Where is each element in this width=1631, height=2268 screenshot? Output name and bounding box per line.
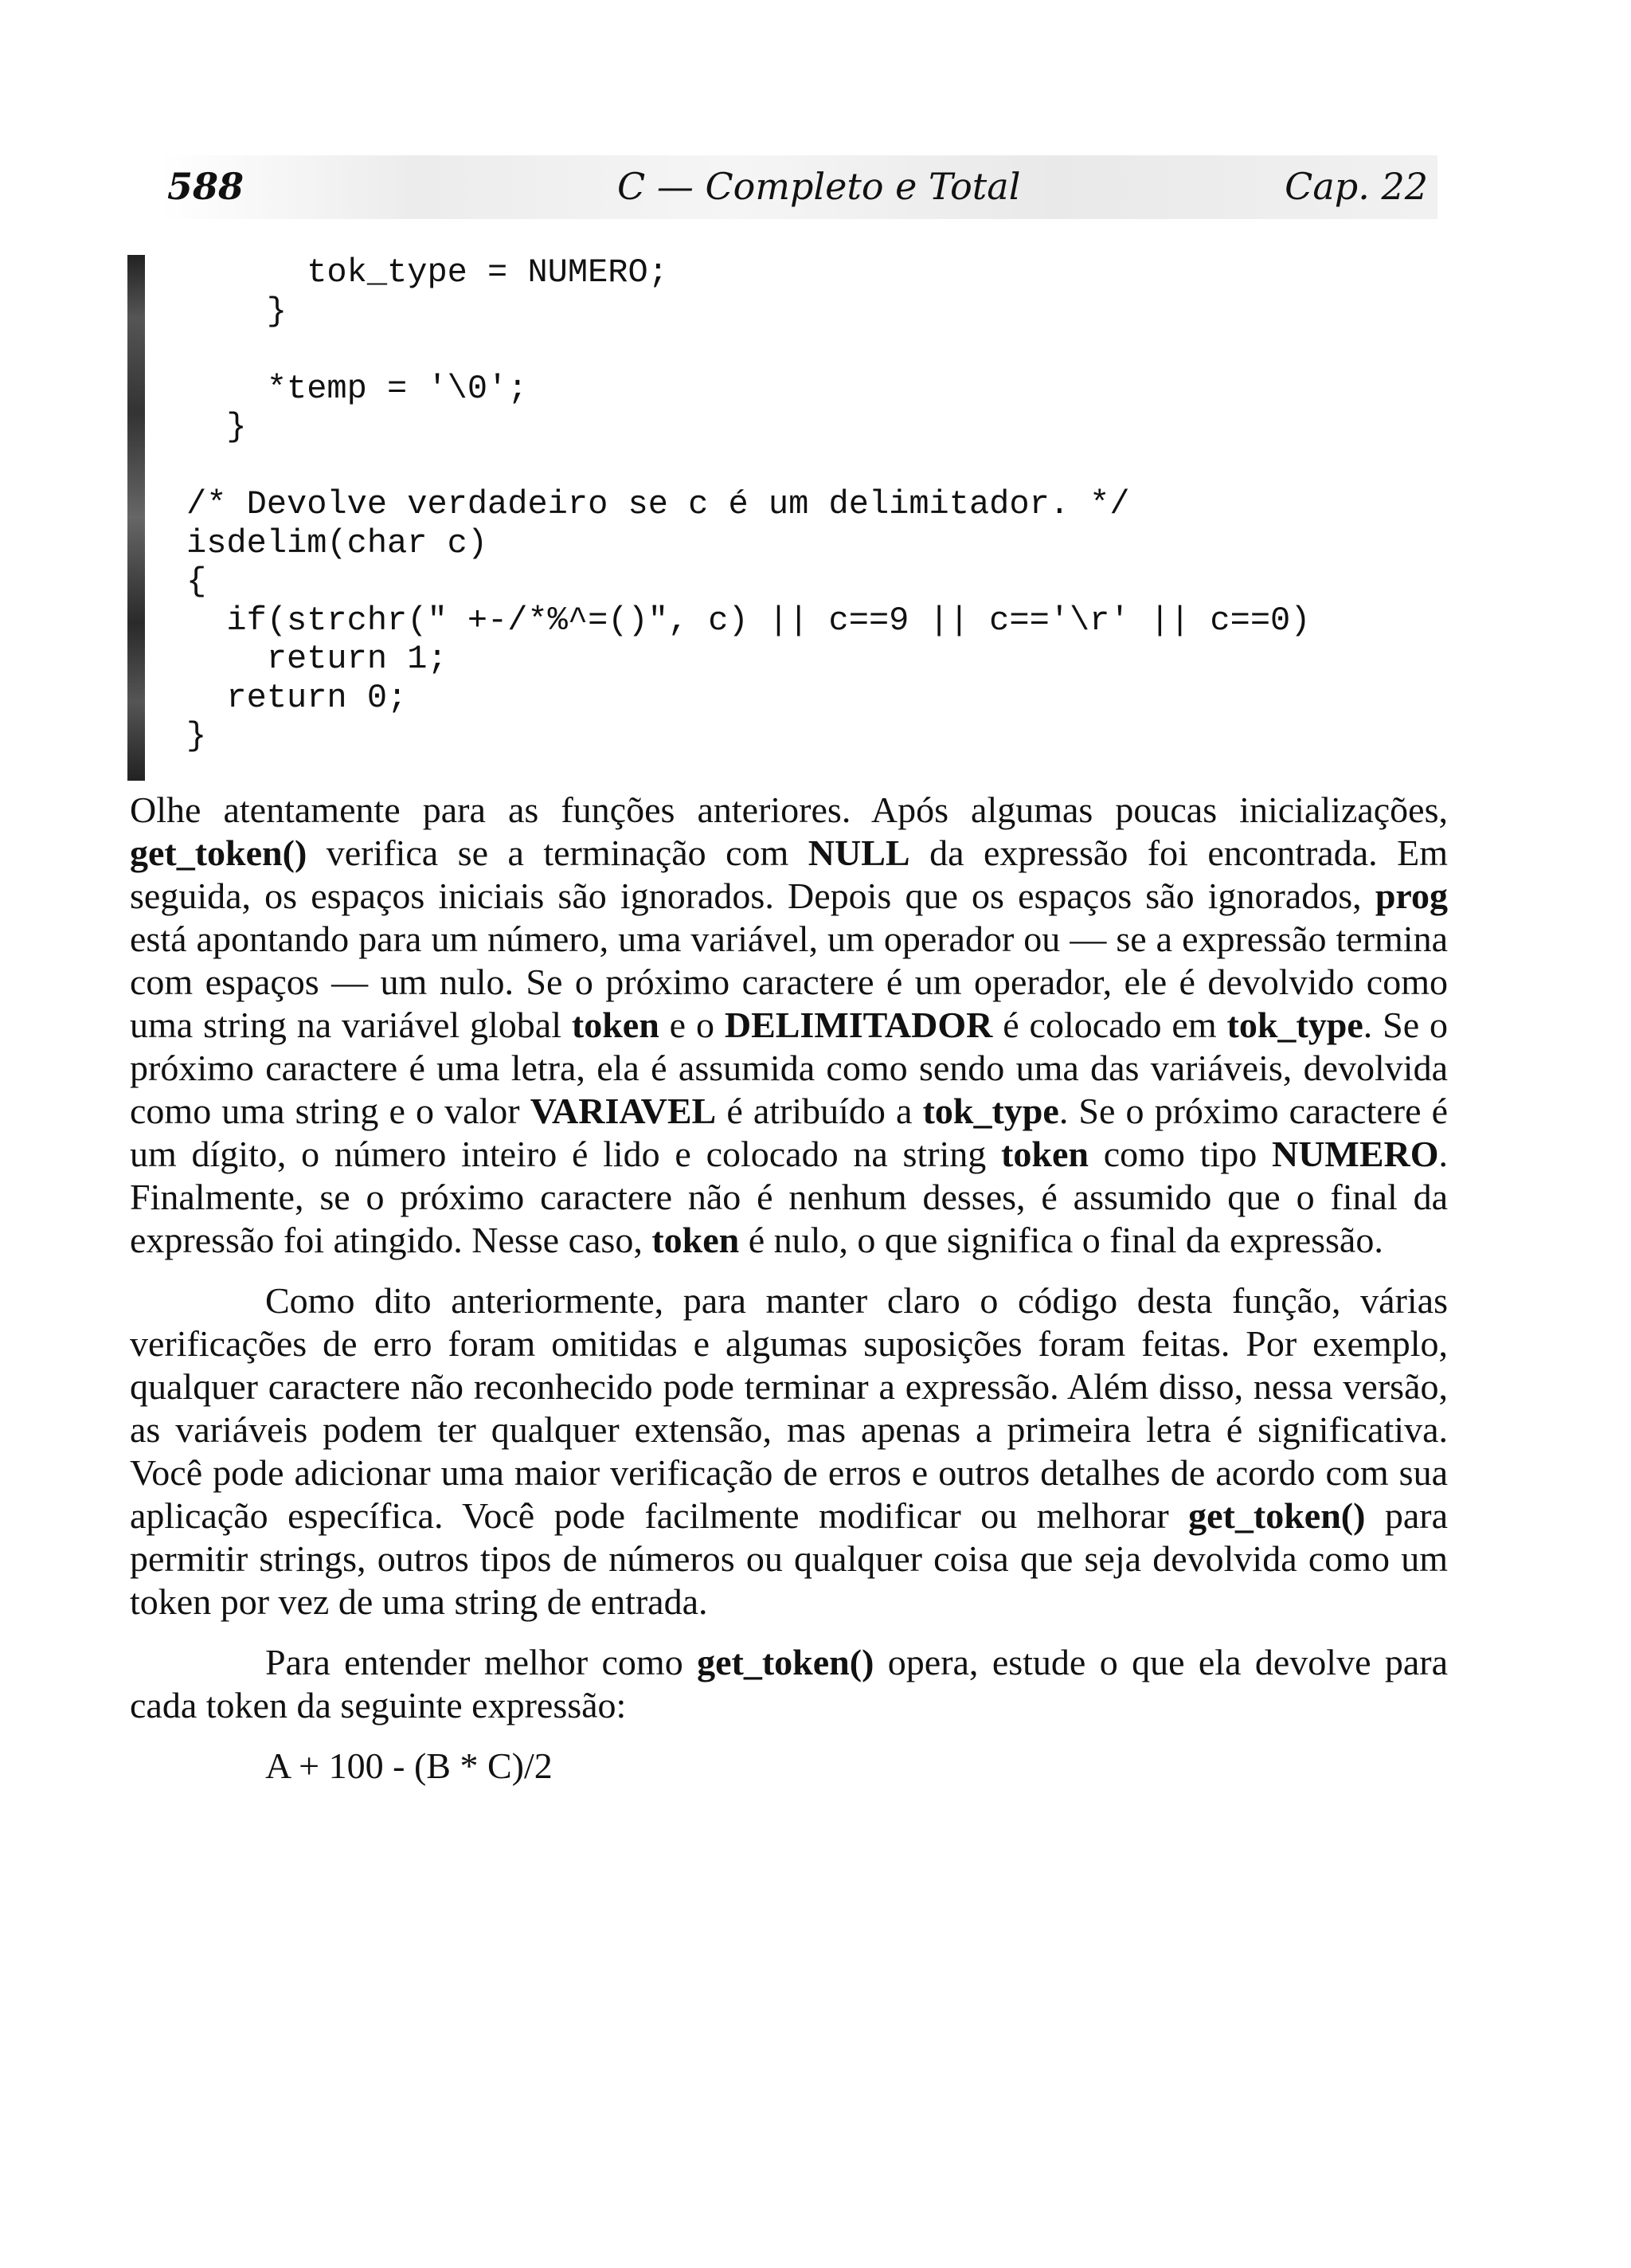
bold-term: NUMERO (1271, 1134, 1439, 1174)
paragraph-3 (130, 1641, 1448, 1727)
expression: A + 100 - (B * C)/2 (265, 1745, 553, 1786)
text-span: está apontando para um número, uma variável, um operador ou — se a expressão termina com espaços — um nulo. Se o próximo caractere é um operador, ele é devolvido como uma string na variável global (130, 919, 1448, 1045)
bold-term: prog (1375, 875, 1448, 916)
text-span: da expressão foi encontrada. Em seguida, os espaços iniciais são ignorados. Depois que os espaços são ignorados, (130, 832, 1448, 916)
paragraph-2 (130, 1279, 1448, 1624)
text-span: verifica se a terminação com (326, 832, 789, 873)
chapter-label: Cap. 22 (1285, 165, 1428, 208)
text-span: Como dito anteriormente, para manter claro o código desta função, várias verificações de erro foram omitidas e algumas suposições foram feitas. Por exemplo, qualquer caractere não reconhecido pode terminar a expressão. Além disso, nessa versão, as variáveis podem ter qualquer extensão, mas apenas a primeira letra é significativa. Você pode adicionar uma maior verificação de erros e outros detalhes de acordo com sua aplicação específica. Você pode facilmente modificar ou melhorar (130, 1280, 1448, 1536)
text-span: é atribuído a (726, 1091, 913, 1131)
bold-term: token (1001, 1134, 1089, 1174)
text-span: . Se o próximo caractere é uma letra, ela é assumida como sendo uma das variáveis, devolvida como uma string e o valor (130, 1005, 1448, 1131)
text-span: como tipo (1103, 1134, 1257, 1174)
bold-term: tok_type (922, 1091, 1059, 1131)
bold-term: token (651, 1220, 740, 1260)
page-header (159, 155, 1437, 219)
bold-term: tok_type (1226, 1005, 1363, 1045)
page-number: 588 (167, 165, 244, 208)
text-span: Olhe atentamente para as funções anteriores. Após algumas poucas inicializações, (130, 789, 1448, 830)
bold-term: NULL (808, 832, 910, 873)
code-margin-bar (127, 255, 145, 781)
bold-term: token (571, 1005, 659, 1045)
text-span: é nulo, o que significa o final da expressão. (748, 1220, 1383, 1260)
text-span: é colocado em (1003, 1005, 1217, 1045)
bold-term: get_token() (697, 1642, 874, 1682)
text-span: . Finalmente, se o próximo caractere não é nenhum desses, é assumido que o final da expressão foi atingido. Nesse caso, (130, 1134, 1449, 1260)
bold-term: VARIAVEL (530, 1091, 717, 1131)
text-span: . Se o próximo caractere é um dígito, o número inteiro é lido e colocado na string (130, 1091, 1449, 1174)
text-span: para permitir strings, outros tipos de números ou qualquer coisa que seja devolvida como um token por vez de uma string de entrada. (130, 1495, 1449, 1622)
paragraph-1 (130, 789, 1448, 1262)
running-title: C — Completo e Total (617, 165, 1021, 208)
bold-term: get_token() (130, 832, 307, 873)
bold-term: get_token() (1188, 1495, 1366, 1536)
code-block: tok_type = NUMERO; } *temp = '\0'; } /* Devolve verdadeiro se c é um delimitador. */ isdelim(char c) { if(strchr(" +-/*%^=()", c) || c==9 || c=='\r' || c==0) return 1; return 0; } (186, 253, 1311, 755)
bold-term: DELIMITADOR (724, 1005, 993, 1045)
body-text (130, 789, 1448, 1805)
text-span: Para entender melhor como (265, 1642, 683, 1682)
text-span: e o (669, 1005, 714, 1045)
text-span: opera, estude o que ela devolve para cada token da seguinte expressão: (130, 1642, 1449, 1725)
